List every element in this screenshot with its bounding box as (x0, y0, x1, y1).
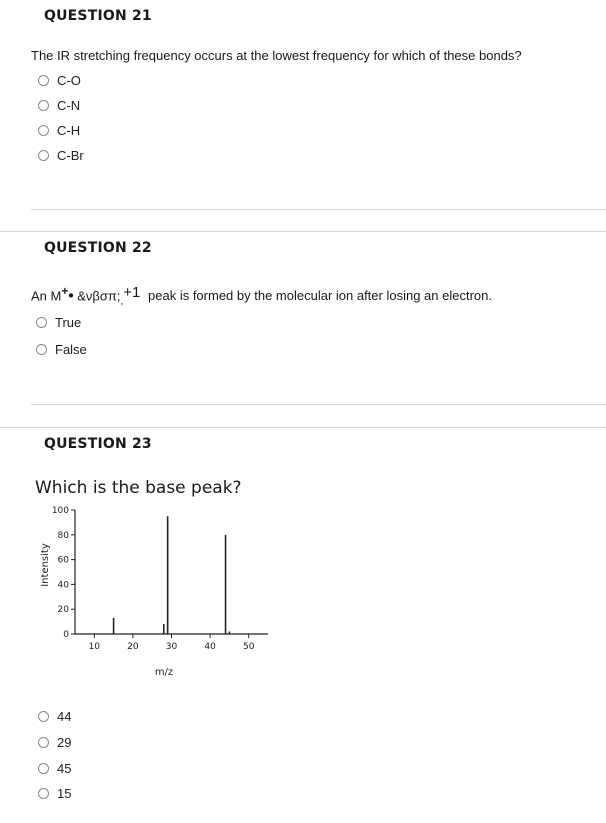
superscript-plus: + (61, 284, 69, 298)
question-22-prompt (31, 284, 492, 307)
y-tick-label: 40 (57, 580, 69, 591)
plus-one: +1 (123, 284, 141, 302)
bullet-dot: • (68, 287, 74, 305)
q21-option-cn[interactable] (38, 98, 80, 113)
question-21-title: QUESTION 21 (44, 8, 152, 24)
q23-option-44[interactable] (38, 709, 71, 724)
y-tick-label: 20 (57, 605, 69, 616)
option-label: 44 (57, 709, 72, 724)
option-label: C-Br (57, 148, 84, 163)
q21-option-co[interactable] (38, 73, 81, 88)
option-label: 15 (57, 786, 72, 801)
x-tick-label: 10 (88, 642, 101, 652)
q22-option-false[interactable] (36, 342, 87, 357)
radio-button[interactable] (38, 125, 49, 136)
prompt-text-end: peak is formed by the molecular ion after losing an electron. (148, 288, 492, 304)
x-axis-label: m/z (154, 667, 174, 678)
q21-option-cbr[interactable] (38, 148, 84, 163)
question-21-prompt: The IR stretching frequency occurs at the lowest frequency for which of these bonds? (31, 48, 522, 63)
divider (0, 427, 606, 428)
radio-button[interactable] (36, 344, 47, 355)
radio-button[interactable] (36, 317, 47, 328)
q23-option-29[interactable] (38, 735, 71, 750)
radio-button[interactable] (38, 100, 49, 111)
radio-button[interactable] (38, 150, 49, 161)
q23-option-45[interactable] (38, 761, 71, 776)
option-label: True (55, 315, 82, 330)
y-tick-label: 100 (51, 506, 69, 516)
option-label: C-O (57, 73, 81, 88)
question-23-prompt: Which is the base peak? (35, 478, 242, 498)
q22-option-true[interactable] (36, 315, 81, 330)
option-label: C-N (57, 98, 81, 113)
question-22-title: QUESTION 22 (44, 240, 152, 256)
option-label: 45 (57, 761, 72, 776)
prompt-text-start: An M (31, 288, 62, 304)
divider (0, 231, 606, 232)
q23-option-15[interactable] (38, 786, 71, 801)
q21-option-ch[interactable] (38, 123, 80, 138)
option-label: False (55, 342, 87, 357)
mass-spectrum-chart (30, 500, 280, 680)
x-tick-label: 20 (127, 642, 139, 652)
radio-button[interactable] (38, 737, 49, 748)
y-tick-label: 60 (57, 555, 69, 566)
divider (31, 209, 606, 210)
question-23-title: QUESTION 23 (44, 436, 152, 452)
y-tick-label: 80 (57, 530, 69, 541)
radio-button[interactable] (38, 763, 49, 774)
option-label: 29 (57, 735, 72, 750)
x-tick-label: 40 (204, 642, 216, 652)
radio-button[interactable] (38, 788, 49, 799)
y-axis-label: Intensity (40, 543, 51, 587)
comma-sub: , (120, 295, 124, 307)
radio-button[interactable] (38, 711, 49, 722)
x-tick-label: 30 (165, 642, 178, 652)
divider (31, 404, 606, 405)
option-label: C-H (57, 123, 81, 138)
garbled-entity: &νβσπ; (73, 288, 121, 304)
radio-button[interactable] (38, 75, 49, 86)
x-tick-label: 50 (242, 642, 255, 652)
y-tick-label: 0 (63, 630, 69, 640)
